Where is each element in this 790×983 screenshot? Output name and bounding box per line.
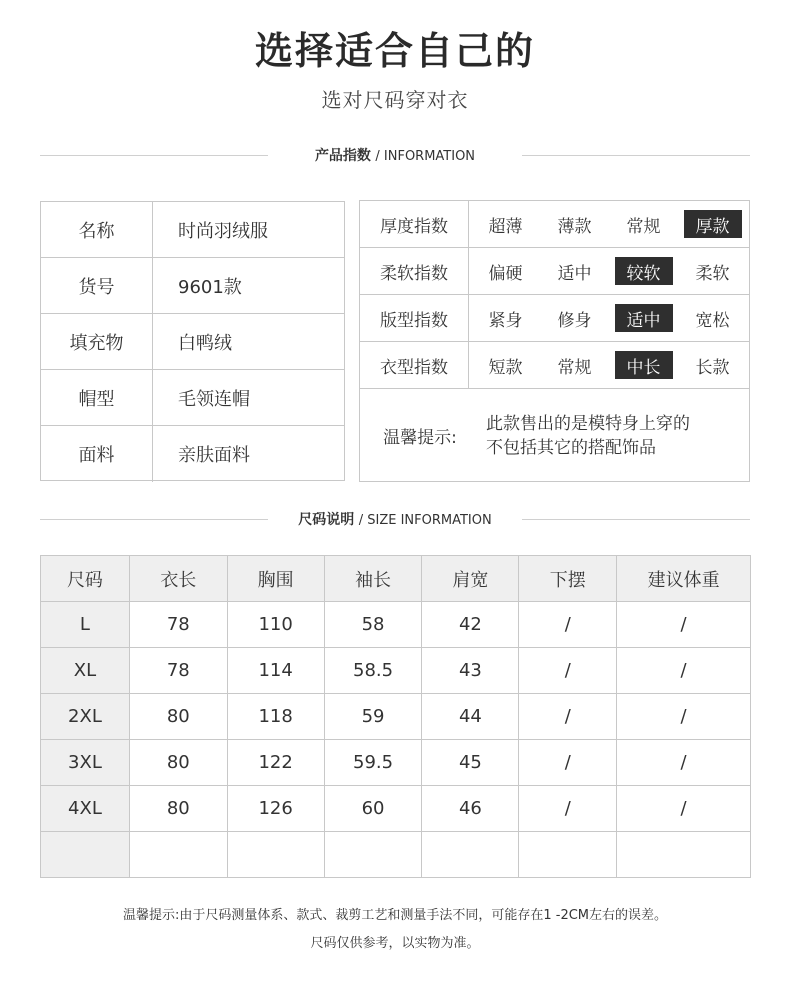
size-value-cell: 60 — [324, 786, 422, 832]
size-header-cell: 胸围 — [227, 556, 324, 602]
product-section-title-en: / INFORMATION — [375, 149, 476, 164]
info-value: 9601款 — [178, 276, 242, 298]
index-option: 长款 — [695, 357, 730, 378]
size-header-cell: 肩宽 — [422, 556, 519, 602]
size-section-title-zh: 尺码说明 — [298, 512, 355, 528]
info-value: 毛领连帽 — [178, 388, 250, 410]
index-note-line2: 不包括其它的搭配饰品 — [486, 437, 656, 458]
size-value-cell — [422, 832, 519, 878]
info-row — [41, 258, 344, 314]
info-key: 名称 — [41, 202, 153, 257]
size-header-cell: 袖长 — [324, 556, 422, 602]
size-value-cell: 80 — [129, 786, 227, 832]
size-label-cell: 2XL — [41, 694, 130, 740]
size-value-cell: 114 — [227, 648, 324, 694]
index-option: 超薄 — [488, 216, 523, 237]
table-row — [41, 648, 751, 694]
index-row — [360, 248, 749, 295]
size-value-cell: 80 — [129, 694, 227, 740]
index-key: 版型指数 — [360, 295, 469, 341]
size-value-cell — [617, 832, 751, 878]
size-section-title — [0, 509, 790, 529]
size-value-cell: 78 — [129, 648, 227, 694]
size-value-cell: / — [617, 602, 751, 648]
size-label-cell — [41, 832, 130, 878]
size-value-cell: 80 — [129, 740, 227, 786]
index-option: 修身 — [557, 310, 592, 331]
index-key: 衣型指数 — [360, 342, 469, 388]
page-title: 选择适合自己的 — [254, 29, 535, 73]
index-key: 厚度指数 — [360, 201, 469, 247]
index-option: 常规 — [626, 216, 661, 237]
size-value-cell: 45 — [422, 740, 519, 786]
size-value-cell: 118 — [227, 694, 324, 740]
size-table — [40, 555, 751, 878]
product-info-table — [40, 201, 345, 481]
size-label-cell: L — [41, 602, 130, 648]
size-value-cell: / — [617, 694, 751, 740]
table-row — [41, 786, 751, 832]
size-table-header — [41, 556, 751, 602]
size-value-cell: / — [519, 602, 617, 648]
size-value-cell: 78 — [129, 602, 227, 648]
index-option: 短款 — [488, 357, 523, 378]
info-value: 时尚羽绒服 — [178, 220, 268, 242]
index-options — [469, 201, 749, 247]
info-row — [41, 202, 344, 258]
product-section-title — [0, 145, 790, 165]
size-value-cell: / — [519, 786, 617, 832]
info-key: 帽型 — [41, 370, 153, 425]
size-label-cell: 3XL — [41, 740, 130, 786]
size-value-cell: 44 — [422, 694, 519, 740]
index-option: 偏硬 — [488, 263, 523, 284]
size-value-cell: 126 — [227, 786, 324, 832]
size-label-cell: 4XL — [41, 786, 130, 832]
size-value-cell — [227, 832, 324, 878]
info-row — [41, 426, 344, 482]
info-value: 亲肤面料 — [178, 445, 250, 466]
info-row — [41, 370, 344, 426]
index-options — [469, 295, 749, 341]
size-value-cell: / — [617, 648, 751, 694]
index-option: 薄款 — [557, 216, 592, 237]
table-row — [41, 694, 751, 740]
footer-note-2: 尺码仅供参考，以实物为准。 — [310, 936, 480, 951]
footer-note: 温馨提示:由于尺码测量体系、款式、裁剪工艺和测量手法不同，可能存在1 -2CM左右的误差。 — [122, 908, 668, 923]
index-option: 常规 — [557, 357, 592, 378]
size-value-cell: / — [617, 740, 751, 786]
size-value-cell: 43 — [422, 648, 519, 694]
index-options — [469, 248, 749, 294]
info-row — [41, 314, 344, 370]
table-row — [41, 602, 751, 648]
table-row — [41, 832, 751, 878]
product-section-title-zh: 产品指数 — [314, 148, 371, 164]
page-subtitle: 选对尺码穿对衣 — [321, 88, 469, 112]
size-header-cell: 尺码 — [41, 556, 130, 602]
size-section-title-en: / SIZE INFORMATION — [358, 513, 492, 528]
size-value-cell: 42 — [422, 602, 519, 648]
size-value-cell: / — [617, 786, 751, 832]
index-option-selected: 中长 — [615, 351, 673, 379]
product-index-table — [359, 200, 750, 482]
table-row — [41, 740, 751, 786]
size-header-cell: 衣长 — [129, 556, 227, 602]
index-row — [360, 201, 749, 248]
index-option-selected: 适中 — [615, 304, 673, 332]
size-label-cell: XL — [41, 648, 130, 694]
index-option-selected: 厚款 — [684, 210, 742, 238]
info-key: 填充物 — [41, 314, 153, 369]
index-option: 适中 — [557, 263, 592, 284]
size-value-cell: 46 — [422, 786, 519, 832]
size-value-cell: / — [519, 648, 617, 694]
size-value-cell: / — [519, 740, 617, 786]
index-note-text — [480, 412, 749, 460]
size-value-cell — [519, 832, 617, 878]
index-option: 宽松 — [695, 310, 730, 331]
size-value-cell: 58 — [324, 602, 422, 648]
index-note-label: 温馨提示: — [383, 428, 457, 448]
index-row — [360, 342, 749, 389]
info-key: 面料 — [41, 426, 153, 482]
size-value-cell: / — [519, 694, 617, 740]
index-note-line1: 此款售出的是模特身上穿的 — [486, 413, 690, 434]
size-value-cell: 110 — [227, 602, 324, 648]
index-row — [360, 295, 749, 342]
size-value-cell: 59.5 — [324, 740, 422, 786]
index-option-selected: 较软 — [615, 257, 673, 285]
size-value-cell — [129, 832, 227, 878]
size-value-cell: 122 — [227, 740, 324, 786]
index-key: 柔软指数 — [360, 248, 469, 294]
info-value: 白鸭绒 — [178, 332, 232, 354]
size-value-cell: 59 — [324, 694, 422, 740]
index-option: 紧身 — [488, 310, 523, 331]
index-options — [469, 342, 749, 388]
size-value-cell: 58.5 — [324, 648, 422, 694]
index-note — [360, 389, 749, 482]
size-header-cell: 建议体重 — [617, 556, 751, 602]
size-header-cell: 下摆 — [519, 556, 617, 602]
size-value-cell — [324, 832, 422, 878]
info-key: 货号 — [41, 258, 153, 313]
index-option: 柔软 — [695, 263, 730, 284]
